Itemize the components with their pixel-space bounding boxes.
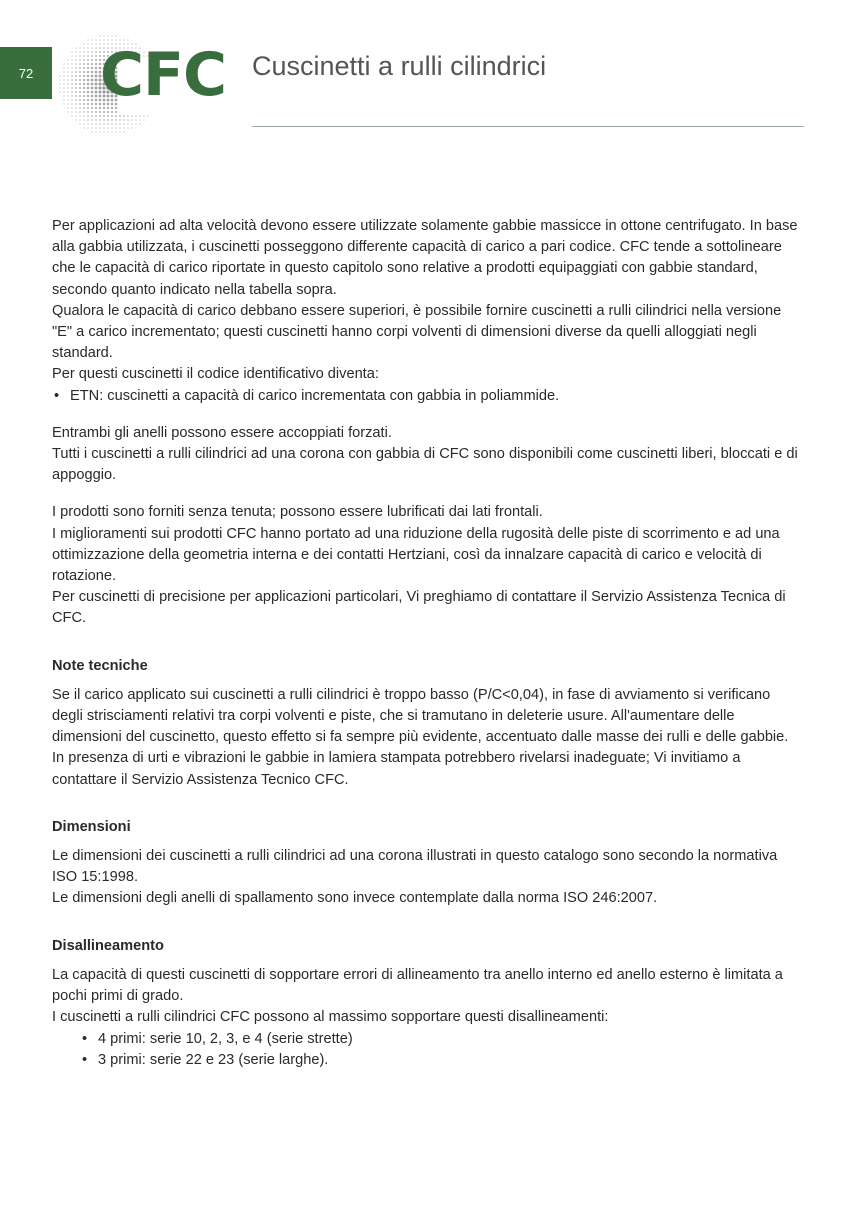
paragraph: I prodotti sono forniti senza tenuta; possono essere lubrificati dai lati frontali. <box>52 504 543 521</box>
paragraph: Qualora le capacità di carico debbano essere superiori, è possibile fornire cuscinetti a rulli cilindrici nella versione "E" a carico incrementato; questi cuscinetti hanno corpi volventi di dimensioni diverse da quelli alloggiati negli standard. <box>52 302 782 362</box>
paragraph: In presenza di urti e vibrazioni le gabbie in lamiera stampata potrebbero rivelarsi inadeguate; Vi invitiamo a contattare il Servizio Assistenza Tecnico CFC. <box>52 750 741 788</box>
title-divider <box>252 126 804 127</box>
paragraph: Per cuscinetti di precisione per applicazioni particolari, Vi preghiamo di contattare il Servizio Assistenza Tecnica di CFC. <box>52 589 786 627</box>
list-item: • 4 primi: serie 10, 2, 3, e 4 (serie strette) <box>98 1029 804 1050</box>
list-item: • 3 primi: serie 22 e 23 (serie larghe). <box>98 1050 804 1071</box>
page-title: Cuscinetti a rulli cilindrici <box>252 51 547 81</box>
paragraph: Le dimensioni degli anelli di spallamento sono invece contemplate dalla norma ISO 246:2007. <box>52 890 658 907</box>
list-item: • ETN: cuscinetti a capacità di carico incrementata con gabbia in poliammide. <box>70 386 804 407</box>
logo: CFC <box>100 40 227 110</box>
bullet-list <box>52 1029 804 1071</box>
paragraph: Le dimensioni dei cuscinetti a rulli cilindrici ad una corona illustrati in questo catalogo sono secondo la normativa ISO 15:1998. <box>52 848 778 886</box>
paragraph: La capacità di questi cuscinetti di sopportare errori di allineamento tra anello interno ed anello esterno è limitata a pochi primi di grado. <box>52 966 783 1005</box>
page-number: 72 <box>0 47 52 99</box>
paragraph: Se il carico applicato sui cuscinetti a rulli cilindrici è troppo basso (P/C<0,04), in fase di avviamento si verificano degli strisciamenti relativi tra corpi volventi e piste, che si tramutano in deleterie usure. All'aumentare delle dimensioni del cuscinetto, questo effetto si fa sempre più evidente, accentuato dalle masse dei rulli e delle gabbie. <box>52 686 789 746</box>
paragraph: Per questi cuscinetti il codice identificativo diventa: <box>52 366 379 383</box>
paragraph: I miglioramenti sui prodotti CFC hanno portato ad una riduzione della rugosità delle piste di scorrimento e ad una ottimizzazione della geometria interna e dei contatti Hertziani, così da innalzare capacità di carico e velocità di rotazione. <box>52 525 780 585</box>
section-heading: Dimensioni <box>52 818 131 835</box>
section-heading: Disallineamento <box>52 937 164 954</box>
main-content <box>52 216 804 1087</box>
paragraph: Tutti i cuscinetti a rulli cilindrici ad una corona con gabbia di CFC sono disponibili come cuscinetti liberi, bloccati e di appoggio. <box>52 446 798 484</box>
paragraph: Entrambi gli anelli possono essere accoppiati forzati. <box>52 424 392 441</box>
paragraph: I cuscinetti a rulli cilindrici CFC possono al massimo sopportare questi disallineamenti: <box>52 1009 609 1026</box>
bullet-list <box>52 386 804 407</box>
paragraph: Per applicazioni ad alta velocità devono essere utilizzate solamente gabbie massicce in ottone centrifugato. In base alla gabbia utilizzata, i cuscinetti posseggono differente capacità di carico a pari codice. CFC tende a sottolineare che le capacità di carico riportate in questo capitolo sono relative a prodotti equipaggiati con gabbie standard, secondo quanto indicato nella tabella sopra. <box>52 218 798 298</box>
section-heading: Note tecniche <box>52 657 148 674</box>
